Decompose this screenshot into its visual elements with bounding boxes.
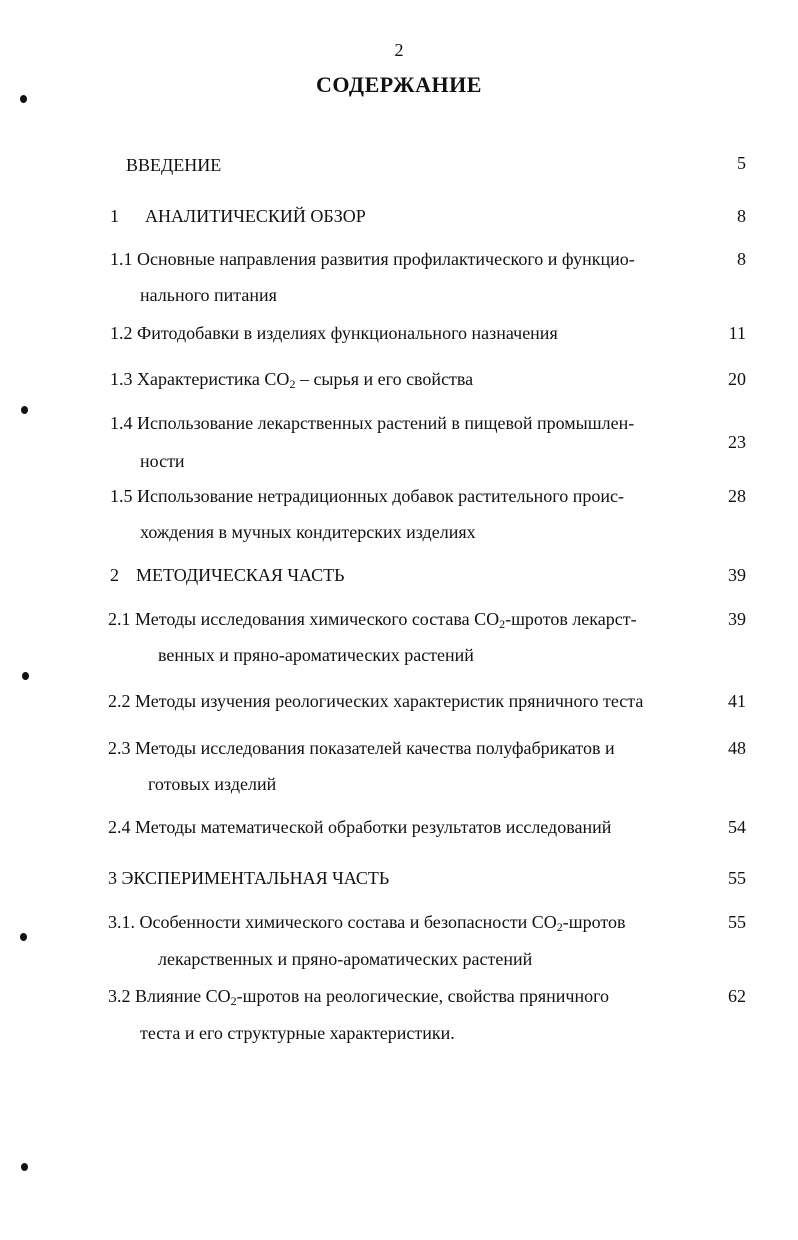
toc-entry-page: 39 — [728, 565, 746, 585]
page-number: 2 — [394, 40, 404, 60]
toc-entry-title: 2.1 Методы исследования химического состава $СО_2$-шротов лекарст- — [108, 609, 637, 631]
toc-entry-page: 8 — [737, 206, 746, 226]
toc-entry-page: 28 — [728, 486, 746, 506]
toc-entry-title: ВВЕДЕНИЕ — [126, 155, 222, 175]
toc-entry-page: 41 — [728, 691, 746, 711]
toc-entry-title: АНАЛИТИЧЕСКИЙ ОБЗОР — [145, 206, 366, 226]
toc-entry-page: 5 — [737, 153, 746, 173]
toc-entry-page: 48 — [728, 738, 746, 758]
binding-hole-mark — [21, 1163, 28, 1171]
toc-entry-title: 1.5 Использование нетрадиционных добавок растительного проис- — [110, 486, 624, 506]
binding-hole-mark — [20, 933, 27, 941]
toc-entry-title-cont: ности — [140, 451, 185, 471]
toc-entry-page: 55 — [728, 868, 746, 888]
toc-entry-page: 23 — [728, 432, 746, 452]
toc-entry-page: 8 — [737, 249, 746, 269]
toc-entry-title-cont: венных и пряно-ароматических растений — [158, 645, 474, 665]
toc-entry-number: 1 — [110, 206, 119, 226]
toc-entry-title: 1.2 Фитодобавки в изделиях функционального назначения — [110, 323, 558, 343]
toc-entry-page: 39 — [728, 609, 746, 629]
toc-entry-title: 1.4 Использование лекарственных растений в пищевой промышлен- — [110, 413, 635, 433]
document-title: СОДЕРЖАНИЕ — [316, 72, 482, 97]
toc-entry-page: 55 — [728, 912, 746, 932]
toc-entry-page: 11 — [728, 323, 746, 343]
toc-entry-title: 3.1. Особенности химического состава и безопасности $СО_2$-шротов — [108, 912, 626, 934]
toc-entry-page: 62 — [728, 986, 746, 1006]
binding-hole-mark — [22, 672, 29, 680]
binding-hole-mark — [21, 406, 28, 414]
toc-entry-title: МЕТОДИЧЕСКАЯ ЧАСТЬ — [136, 565, 345, 585]
toc-entry-title: 2.3 Методы исследования показателей качества полуфабрикатов и — [108, 738, 615, 758]
toc-entry-title-cont: готовых изделий — [148, 774, 277, 794]
toc-entry-number: 2 — [110, 565, 119, 585]
binding-hole-mark — [20, 95, 27, 103]
toc-entry-title: 2.4 Методы математической обработки результатов исследований — [108, 817, 612, 837]
toc-entry-title: 1.1 Основные направления развития профилактического и функцио- — [110, 249, 635, 269]
toc-entry-title-cont: теста и его структурные характеристики. — [140, 1023, 455, 1043]
toc-entry-title: 1.3 Характеристика $СО_2$ – сырья и его свойства — [110, 369, 474, 391]
toc-entry-title: 3.2 Влияние $СО_2$-шротов на реологические, свойства пряничного — [108, 986, 610, 1008]
toc-entry-title-cont: лекарственных и пряно-ароматических растений — [158, 949, 533, 969]
toc-entry-page: 20 — [728, 369, 746, 389]
toc-entry-page: 54 — [728, 817, 746, 837]
toc-entry-title: 2.2 Методы изучения реологических характеристик пряничного теста — [108, 691, 644, 711]
toc-entry-title-cont: хождения в мучных кондитерских изделиях — [140, 522, 476, 542]
toc-entry-title-cont: нального питания — [140, 285, 277, 305]
toc-entry-title: 3 ЭКСПЕРИМЕНТАЛЬНАЯ ЧАСТЬ — [108, 868, 390, 888]
